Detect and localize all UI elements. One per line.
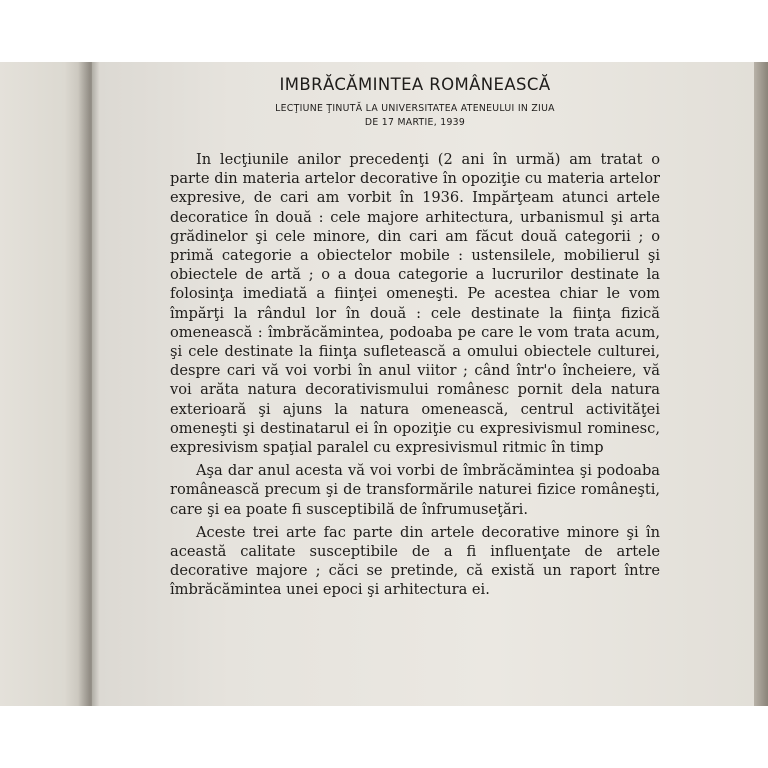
- body-text: [170, 150, 660, 600]
- book-gutter: [78, 62, 100, 706]
- page-edge: [754, 62, 768, 706]
- paragraph-3: Aceste trei arte fac parte din artele decorative minore şi în această calitate susceptibile de a fi influenţate de artele decorative majore ; căci se pretinde, că există un raport între îmbrăcămintea unei epoci şi arhitectura ei.: [170, 523, 660, 599]
- subtitle-line-1: LECŢIUNE ŢINUTĂ LA UNIVERSITATEA ATENEULUI IN ZIUA: [275, 103, 555, 114]
- page-text: [170, 74, 660, 604]
- paragraph-1: In lecţiunile anilor precedenţi (2 ani în urmă) am tratat o parte din materia artelor decorative în opoziţie cu materia artelor expresive, de cari am vorbit în 1936. Impărţeam atunci artele decoratice în două : cele majore arhitectura, urbanismul şi arta grădinelor şi cele minore, din cari am făcut două categorii ; o primă categorie a obiectelor mobile : ustensilele, mobilierul şi obiectele de artă ; o a doua categorie a lucrurilor destinate la folosinţa imediată a fiinţei omeneşti. Pe acestea chiar le vom împărţi la rândul lor în două : cele destinate la fiinţa fizică omenească : îmbrăcămintea, podoaba pe care le vom trata acum, şi cele destinate la fiinţa sufletească a omului obiectele culturei, despre cari vă voi vorbi în anul viitor ; când într'o încheiere, vă voi arăta natura decorativismului românesc pornit dela natura exterioară şi ajuns la natura omenească, centrul activităţei omeneşti şi destinatarul ei în opoziţie cu expresivismul rominesc, expresivism spaţial paralel cu expresivismul ritmic în timp: [170, 151, 660, 457]
- book-page: [100, 62, 754, 706]
- chapter-subtitle: [170, 102, 660, 130]
- book-photo: [0, 62, 768, 706]
- subtitle-line-2: DE 17 MARTIE, 1939: [364, 117, 466, 128]
- paragraph-2: Aşa dar anul acesta vă voi vorbi de îmbrăcămintea şi podoaba românească precum şi de transformările naturei fizice româneşti, care şi ea poate fi susceptibilă de înfrumuseţări.: [170, 462, 660, 518]
- chapter-title: IMBRĂCĂMINTEA ROMÂNEASCĂ: [279, 75, 551, 94]
